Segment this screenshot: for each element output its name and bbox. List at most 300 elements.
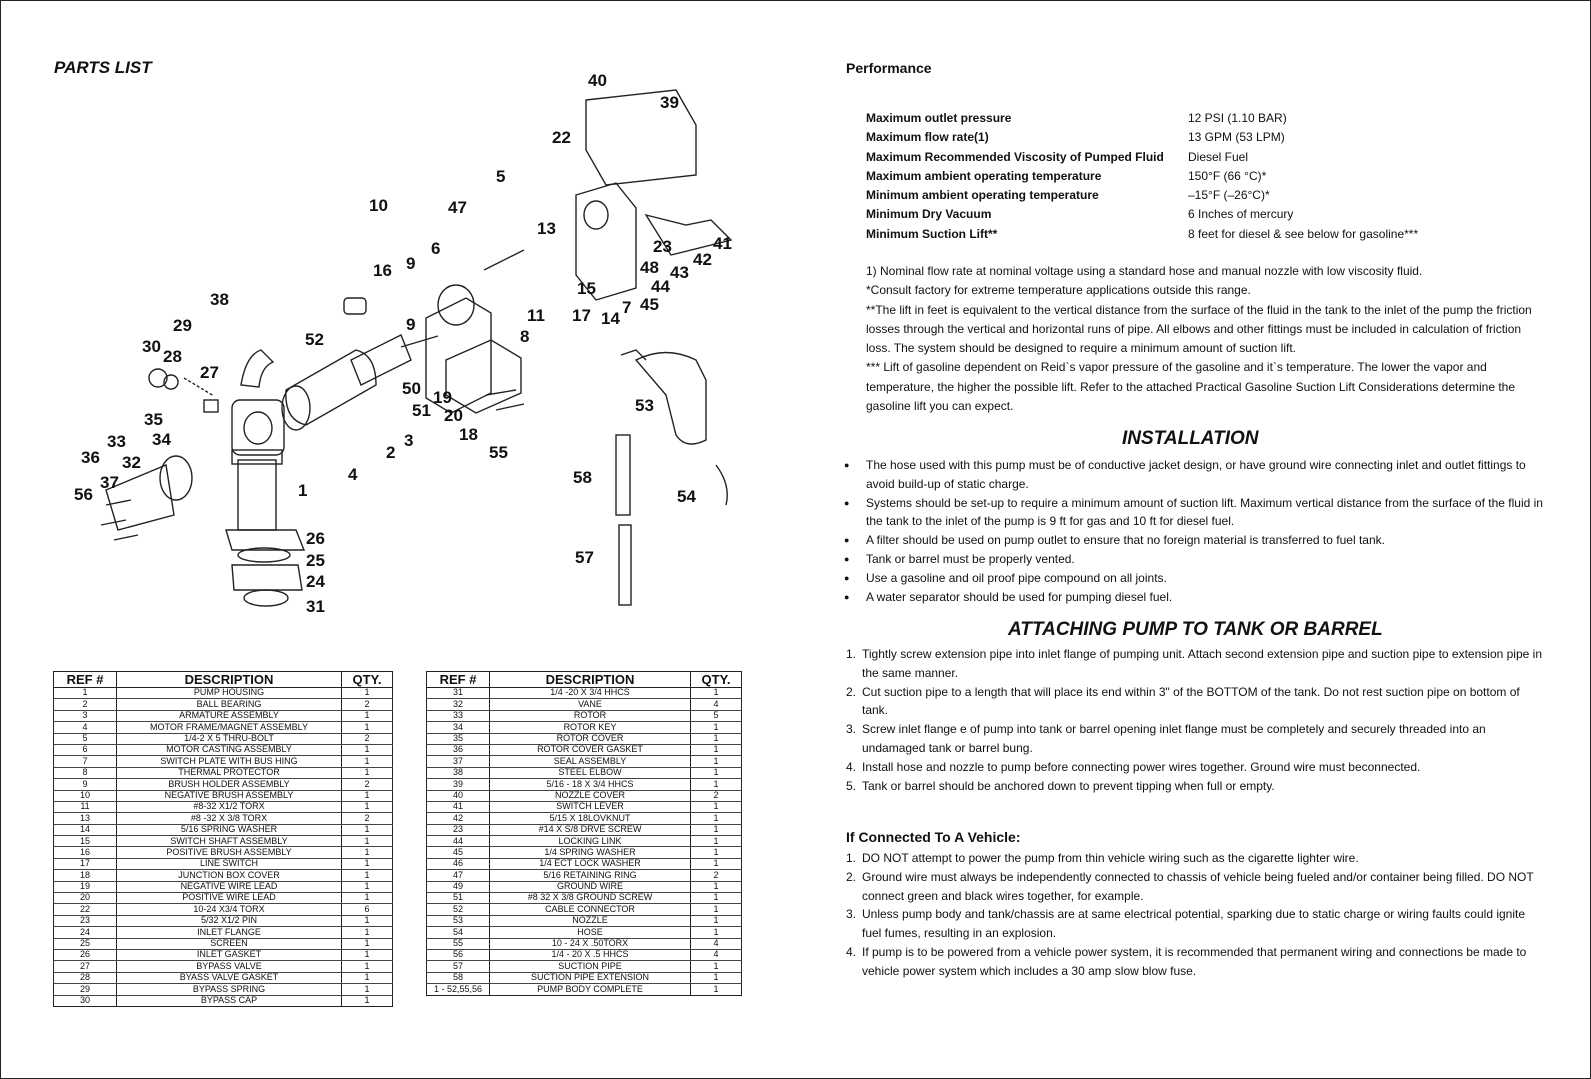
qty-header: QTY. <box>691 672 742 688</box>
qty-cell: 1 <box>342 972 393 983</box>
ref-cell: 53 <box>427 915 490 926</box>
svg-text:15: 15 <box>577 279 596 298</box>
description-cell: POSITIVE BRUSH ASSEMBLY <box>117 847 342 858</box>
table-row <box>54 984 393 995</box>
note-text: 1) Nominal flow rate at nominal voltage using a standard hose and manual nozzle with low viscosity fluid. <box>866 264 1423 278</box>
table-row <box>54 847 393 858</box>
qty-cell: 1 <box>342 881 393 892</box>
ref-cell: 56 <box>427 949 490 960</box>
svg-text:44: 44 <box>651 277 670 296</box>
description-cell: ROTOR COVER GASKET <box>490 744 691 755</box>
svg-text:1: 1 <box>298 481 308 500</box>
item-number: 3. <box>846 907 857 922</box>
table-row <box>427 767 742 778</box>
qty-cell: 1 <box>342 893 393 904</box>
table-row <box>54 961 393 972</box>
ref-cell: 57 <box>427 961 490 972</box>
svg-text:41: 41 <box>713 234 732 253</box>
ref-cell: 42 <box>427 813 490 824</box>
svg-text:11: 11 <box>527 306 545 325</box>
ref-cell: 27 <box>54 961 117 972</box>
svg-text:35: 35 <box>144 410 163 429</box>
description-cell: SEAL ASSEMBLY <box>490 756 691 767</box>
description-cell: 1/4 - 20 X .5 HHCS <box>490 949 691 960</box>
table-row <box>427 984 742 995</box>
qty-cell: 1 <box>342 688 393 699</box>
description-cell: BYPASS CAP <box>117 995 342 1006</box>
table-row <box>54 938 393 949</box>
ref-cell: 2 <box>54 699 117 710</box>
qty-cell: 1 <box>342 870 393 881</box>
qty-cell: 1 <box>691 915 742 926</box>
qty-cell: 2 <box>691 790 742 801</box>
svg-text:40: 40 <box>588 71 607 90</box>
qty-cell: 1 <box>691 858 742 869</box>
description-cell: LOCKING LINK <box>490 836 691 847</box>
ref-cell: 35 <box>427 733 490 744</box>
description-cell: 1/4 SPRING WASHER <box>490 847 691 858</box>
description-cell: INLET GASKET <box>117 949 342 960</box>
table-row <box>54 904 393 915</box>
perf-label: Maximum outlet pressure <box>866 111 1012 125</box>
svg-text:36: 36 <box>81 448 100 467</box>
list-item <box>846 758 1546 777</box>
ref-cell: 51 <box>427 893 490 904</box>
qty-cell: 1 <box>342 961 393 972</box>
table-row <box>54 733 393 744</box>
qty-cell: 1 <box>691 813 742 824</box>
qty-cell: 2 <box>342 813 393 824</box>
table-row <box>54 881 393 892</box>
svg-text:24: 24 <box>306 572 325 591</box>
description-cell: 5/16 SPRING WASHER <box>117 824 342 835</box>
table-row <box>427 949 742 960</box>
installation-list <box>844 456 1544 606</box>
qty-cell: 1 <box>691 722 742 733</box>
svg-text:51: 51 <box>412 401 431 420</box>
qty-cell: 1 <box>691 904 742 915</box>
perf-row <box>866 205 1448 224</box>
table-row <box>54 836 393 847</box>
exploded-parts-diagram <box>46 60 796 640</box>
perf-label: Minimum ambient operating temperature <box>866 188 1099 203</box>
perf-value: –15°F (–26°C)* <box>1188 188 1270 203</box>
description-cell: ARMATURE ASSEMBLY <box>117 710 342 721</box>
description-cell: 5/32 X1/2 PIN <box>117 915 342 926</box>
qty-cell: 1 <box>691 688 742 699</box>
performance-notes <box>866 262 1546 416</box>
svg-text:42: 42 <box>693 250 712 269</box>
qty-cell: 2 <box>342 779 393 790</box>
table-row <box>427 790 742 801</box>
description-cell: SWITCH PLATE WITH BUS HING <box>117 756 342 767</box>
description-cell: 5/16 RETAINING RING <box>490 870 691 881</box>
ref-cell: 6 <box>54 744 117 755</box>
description-cell: #8 -32 X 3/8 TORX <box>117 813 342 824</box>
qty-cell: 5 <box>691 710 742 721</box>
table-row <box>54 824 393 835</box>
table-row <box>427 893 742 904</box>
ref-cell: 11 <box>54 801 117 812</box>
svg-text:53: 53 <box>635 396 654 415</box>
perf-value: 150°F (66 °C)* <box>1188 168 1267 183</box>
description-cell: #14 X S/8 DRVE SCREW <box>490 824 691 835</box>
table-row <box>427 881 742 892</box>
qty-cell: 1 <box>342 790 393 801</box>
list-item <box>846 645 1546 683</box>
qty-cell: 1 <box>691 756 742 767</box>
perf-row <box>866 167 1448 186</box>
qty-cell: 1 <box>342 949 393 960</box>
item-text: If pump is to be powered from a vehicle power system, it is recommended that permanent wiring and connections be made to vehicle power system which includes a 30 amp slow blow fuse. <box>862 944 1527 978</box>
item-text: Screw inlet flange e of pump into tank or barrel opening inlet flange must be completely and securely threaded into an undamaged tank or barrel bung. <box>862 722 1486 755</box>
item-text: Unless pump body and tank/chassis are at same electrical potential, sparking due to static charge or wiring faults could ignite fuel fumes, resulting in an explosion. <box>862 907 1526 941</box>
description-cell: ROTOR KEY <box>490 722 691 733</box>
description-cell: 5/15 X 18LOVKNUT <box>490 813 691 824</box>
qty-cell: 1 <box>691 836 742 847</box>
description-cell: VANE <box>490 699 691 710</box>
item-number: 3. <box>846 722 857 737</box>
parts-table-right <box>426 671 742 996</box>
table-row <box>427 699 742 710</box>
svg-text:29: 29 <box>173 316 192 335</box>
svg-text:2: 2 <box>386 443 396 462</box>
ref-cell: 16 <box>54 847 117 858</box>
ref-cell: 23 <box>427 824 490 835</box>
perf-row <box>866 225 1448 244</box>
table-row <box>54 813 393 824</box>
qty-cell: 1 <box>342 824 393 835</box>
description-cell: THERMAL PROTECTOR <box>117 767 342 778</box>
svg-text:38: 38 <box>210 290 229 309</box>
description-cell: SUCTION PIPE EXTENSION <box>490 972 691 983</box>
description-cell: 10-24 X3/4 TORX <box>117 904 342 915</box>
item-number: 1. <box>846 851 857 865</box>
description-cell: CABLE CONNECTOR <box>490 904 691 915</box>
item-text: Tank or barrel should be anchored down to prevent tipping when full or empty. <box>862 778 1275 793</box>
item-number: 1. <box>846 647 857 661</box>
attaching-list <box>846 645 1546 795</box>
ref-cell: 4 <box>54 722 117 733</box>
ref-header: REF # <box>427 672 490 688</box>
qty-cell: 1 <box>342 858 393 869</box>
ref-cell: 55 <box>427 938 490 949</box>
ref-cell: 7 <box>54 756 117 767</box>
table-row <box>54 710 393 721</box>
qty-cell: 1 <box>342 722 393 733</box>
qty-cell: 1 <box>691 767 742 778</box>
parts-table-left-body <box>54 688 393 1007</box>
table-row <box>427 744 742 755</box>
qty-cell: 1 <box>342 915 393 926</box>
table-row <box>54 744 393 755</box>
qty-cell: 1 <box>342 995 393 1006</box>
description-cell: BRUSH HOLDER ASSEMBLY <box>117 779 342 790</box>
svg-text:16: 16 <box>373 261 392 280</box>
qty-cell: 2 <box>342 699 393 710</box>
item-number: 2. <box>846 684 857 699</box>
table-row <box>54 927 393 938</box>
note-text: *Consult factory for extreme temperature applications outside this range. <box>866 283 1251 298</box>
svg-text:34: 34 <box>152 430 171 449</box>
ref-cell: 1 - 52,55,56 <box>427 984 490 995</box>
svg-text:37: 37 <box>100 473 119 492</box>
ref-cell: 44 <box>427 836 490 847</box>
perf-value: 6 Inches of mercury <box>1188 207 1294 222</box>
list-item <box>846 849 1546 868</box>
description-cell: BYPASS VALVE <box>117 961 342 972</box>
ref-cell: 29 <box>54 984 117 995</box>
table-row <box>427 904 742 915</box>
ref-cell: 38 <box>427 767 490 778</box>
qty-cell: 2 <box>342 733 393 744</box>
perf-row <box>866 186 1448 205</box>
table-row <box>54 767 393 778</box>
performance-table <box>866 109 1448 244</box>
perf-row <box>866 128 1448 147</box>
ref-cell: 9 <box>54 779 117 790</box>
ref-cell: 37 <box>427 756 490 767</box>
ref-cell: 22 <box>54 904 117 915</box>
qty-cell: 1 <box>342 927 393 938</box>
description-cell: MOTOR FRAME/MAGNET ASSEMBLY <box>117 722 342 733</box>
svg-text:45: 45 <box>640 295 659 314</box>
ref-cell: 47 <box>427 870 490 881</box>
ref-cell: 45 <box>427 847 490 858</box>
performance-heading: Performance <box>846 60 932 76</box>
ref-cell: 58 <box>427 972 490 983</box>
svg-text:26: 26 <box>306 529 325 548</box>
description-cell: JUNCTION BOX COVER <box>117 870 342 881</box>
ref-cell: 20 <box>54 893 117 904</box>
svg-text:6: 6 <box>431 239 441 258</box>
list-item: ● A filter should be used on pump outlet to ensure that no foreign material is transferred to fuel tank. <box>844 531 1544 550</box>
svg-text:27: 27 <box>200 363 219 382</box>
svg-text:19: 19 <box>433 388 452 407</box>
qty-cell: 1 <box>342 710 393 721</box>
item-text: Ground wire must always be independently connected to chassis of vehicle being fueled and/or container being filled. DO NOT connect green and black wires together, for example. <box>862 869 1534 903</box>
perf-label: Maximum ambient operating temperature <box>866 168 1102 183</box>
svg-text:5: 5 <box>496 167 506 186</box>
svg-text:31: 31 <box>306 597 325 616</box>
parts-table-left <box>53 671 393 1007</box>
table-row <box>427 836 742 847</box>
description-cell: SCREEN <box>117 938 342 949</box>
item-text: Cut suction pipe to a length that will place its end within 3" of the BOTTOM of the tank. Do not rest suction pipe on bottom of tank. <box>862 684 1520 718</box>
qty-cell: 1 <box>691 801 742 812</box>
svg-text:3: 3 <box>404 431 414 450</box>
svg-text:18: 18 <box>459 425 478 444</box>
ref-cell: 36 <box>427 744 490 755</box>
qty-cell: 1 <box>342 938 393 949</box>
qty-cell: 2 <box>691 870 742 881</box>
ref-cell: 40 <box>427 790 490 801</box>
ref-cell: 24 <box>54 927 117 938</box>
description-cell: GROUND WIRE <box>490 881 691 892</box>
ref-cell: 19 <box>54 881 117 892</box>
qty-cell: 1 <box>691 927 742 938</box>
ref-cell: 54 <box>427 927 490 938</box>
qty-cell: 1 <box>342 767 393 778</box>
description-cell: 1/4 -20 X 3/4 HHCS <box>490 688 691 699</box>
description-cell: POSITIVE WIRE LEAD <box>117 893 342 904</box>
perf-label: Maximum flow rate(1) <box>866 130 989 145</box>
ref-cell: 32 <box>427 699 490 710</box>
item-number: 2. <box>846 869 857 884</box>
note-text: *** Lift of gasoline dependent on Reid`s vapor pressure of the gasoline and it`s temperature. The lower the vapor and temperature, the higher the possible lift. Refer to the attached Practical Gasoline Suction Lift Considerations determine the gasoline lift you can expect. <box>866 360 1516 414</box>
description-cell: SUCTION PIPE <box>490 961 691 972</box>
parts-list-title: PARTS LIST <box>54 58 152 77</box>
table-row <box>427 972 742 983</box>
table-row <box>427 824 742 835</box>
qty-cell: 1 <box>691 733 742 744</box>
table-row <box>54 688 393 699</box>
table-row <box>54 949 393 960</box>
svg-text:57: 57 <box>575 548 594 567</box>
table-row <box>427 779 742 790</box>
list-item <box>846 683 1546 721</box>
installation-heading: INSTALLATION <box>1122 428 1259 449</box>
item-number: 5. <box>846 778 857 793</box>
table-row <box>427 847 742 858</box>
ref-header: REF # <box>54 672 117 688</box>
qty-cell: 1 <box>691 824 742 835</box>
svg-text:54: 54 <box>677 487 696 506</box>
svg-text:28: 28 <box>163 347 182 366</box>
ref-cell: 39 <box>427 779 490 790</box>
perf-value: 12 PSI (1.10 BAR) <box>1188 111 1287 125</box>
qty-cell: 1 <box>342 836 393 847</box>
table-row <box>427 733 742 744</box>
svg-text:50: 50 <box>402 379 421 398</box>
svg-text:30: 30 <box>142 337 161 356</box>
svg-text:17: 17 <box>572 306 591 325</box>
qty-cell: 1 <box>342 984 393 995</box>
table-row <box>427 722 742 733</box>
vehicle-heading: If Connected To A Vehicle: <box>846 829 1021 845</box>
item-number: 4. <box>846 759 857 774</box>
qty-cell: 1 <box>342 801 393 812</box>
attaching-heading: ATTACHING PUMP TO TANK OR BARREL <box>1008 619 1383 640</box>
svg-text:55: 55 <box>489 443 508 462</box>
table-row <box>427 801 742 812</box>
qty-cell: 1 <box>691 972 742 983</box>
ref-cell: 41 <box>427 801 490 812</box>
table-row <box>54 893 393 904</box>
perf-row <box>866 148 1448 167</box>
description-cell: ROTOR <box>490 710 691 721</box>
table-row <box>54 858 393 869</box>
description-cell: 1/4 ECT LOCK WASHER <box>490 858 691 869</box>
table-row <box>54 972 393 983</box>
parts-table-right-body <box>427 688 742 996</box>
list-item <box>846 905 1546 943</box>
svg-text:25: 25 <box>306 551 325 570</box>
table-row <box>427 710 742 721</box>
ref-cell: 14 <box>54 824 117 835</box>
ref-cell: 23 <box>54 915 117 926</box>
description-header: DESCRIPTION <box>490 672 691 688</box>
table-row <box>54 790 393 801</box>
ref-cell: 49 <box>427 881 490 892</box>
description-cell: 5/16 - 18 X 3/4 HHCS <box>490 779 691 790</box>
ref-cell: 34 <box>427 722 490 733</box>
perf-label: Minimum Suction Lift** <box>866 226 998 241</box>
table-row <box>54 915 393 926</box>
description-cell: SWITCH LEVER <box>490 801 691 812</box>
table-row <box>427 813 742 824</box>
description-cell: ROTOR COVER <box>490 733 691 744</box>
ref-cell: 15 <box>54 836 117 847</box>
ref-cell: 3 <box>54 710 117 721</box>
ref-cell: 10 <box>54 790 117 801</box>
perf-label: Minimum Dry Vacuum <box>866 207 992 222</box>
description-cell: #8 32 X 3/8 GROUND SCREW <box>490 893 691 904</box>
svg-text:43: 43 <box>670 263 689 282</box>
list-item <box>846 777 1546 796</box>
table-row <box>54 779 393 790</box>
table-row <box>427 927 742 938</box>
svg-text:39: 39 <box>660 93 679 112</box>
svg-text:4: 4 <box>348 465 358 484</box>
table-row <box>427 870 742 881</box>
ref-cell: 33 <box>427 710 490 721</box>
description-cell: STEEL ELBOW <box>490 767 691 778</box>
description-cell: HOSE <box>490 927 691 938</box>
ref-cell: 25 <box>54 938 117 949</box>
svg-text:13: 13 <box>537 219 556 238</box>
table-row <box>54 801 393 812</box>
svg-text:56: 56 <box>74 485 93 504</box>
description-cell: PUMP HOUSING <box>117 688 342 699</box>
list-item: ● Use a gasoline and oil proof pipe compound on all joints. <box>844 569 1544 588</box>
svg-text:20: 20 <box>444 406 463 425</box>
table-row <box>54 756 393 767</box>
list-item <box>846 943 1546 981</box>
perf-value: 13 GPM (53 LPM) <box>1188 130 1285 145</box>
perf-row <box>866 109 1448 128</box>
perf-value: 8 feet for diesel & see below for gasoline*** <box>1188 226 1419 241</box>
svg-text:58: 58 <box>573 468 592 487</box>
list-item: ● Tank or barrel must be properly vented. <box>844 550 1544 569</box>
item-number: 4. <box>846 944 857 959</box>
qty-cell: 1 <box>691 961 742 972</box>
svg-text:22: 22 <box>552 128 571 147</box>
ref-cell: 1 <box>54 688 117 699</box>
table-row <box>427 915 742 926</box>
description-cell: BALL BEARING <box>117 699 342 710</box>
perf-value: Diesel Fuel <box>1188 149 1249 164</box>
qty-cell: 1 <box>691 893 742 904</box>
list-item: ● Systems should be set-up to require a minimum amount of suction lift. Maximum vertical distance from the surface of the fluid in the tank to the inlet of the pump is 9 ft for gas and 10 ft for diesel fuel. <box>844 494 1544 532</box>
ref-cell: 46 <box>427 858 490 869</box>
ref-cell: 52 <box>427 904 490 915</box>
description-cell: 10 - 24 X .50TORX <box>490 938 691 949</box>
item-text: Tightly screw extension pipe into inlet flange of pumping unit. Attach second extension pipe and suction pipe to extension pipe in the same manner. <box>862 647 1542 680</box>
ref-cell: 28 <box>54 972 117 983</box>
svg-text:9: 9 <box>406 254 416 273</box>
qty-cell: 6 <box>342 904 393 915</box>
description-cell: NOZZLE COVER <box>490 790 691 801</box>
list-item: ● A water separator should be used for pumping diesel fuel. <box>844 588 1544 607</box>
svg-text:52: 52 <box>305 330 324 349</box>
list-item <box>846 720 1546 758</box>
description-cell: BYPASS SPRING <box>117 984 342 995</box>
perf-label: Maximum Recommended Viscosity of Pumped Fluid <box>866 149 1164 164</box>
ref-cell: 31 <box>427 688 490 699</box>
description-cell: NOZZLE <box>490 915 691 926</box>
table-row <box>54 870 393 881</box>
